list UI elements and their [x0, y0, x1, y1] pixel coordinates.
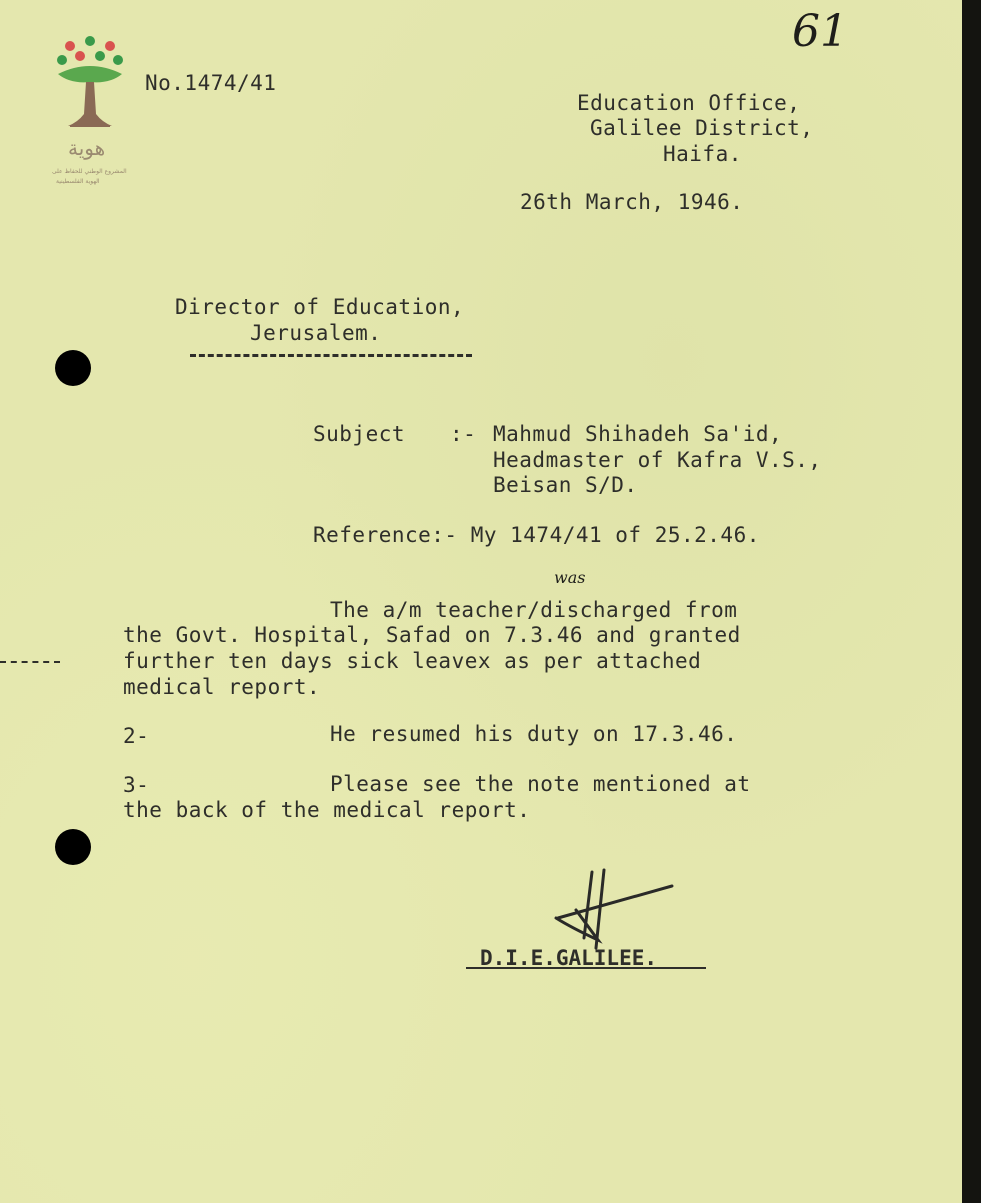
- addressee-line: Director of Education,: [175, 295, 465, 319]
- subject-line: Headmaster of Kafra V.S.,: [493, 448, 822, 472]
- sender-line: Education Office,: [577, 91, 801, 115]
- archive-logo: [50, 34, 130, 184]
- sender-line: Galilee District,: [590, 116, 814, 140]
- paragraph-line: the back of the medical report.: [123, 798, 531, 822]
- paragraph-line: The a/m teacher/discharged from: [330, 598, 738, 622]
- paragraph-line: Please see the note mentioned at: [330, 772, 751, 796]
- margin-mark: [0, 661, 60, 663]
- paragraph-number: 2-: [123, 724, 150, 748]
- paragraph-number: 3-: [123, 773, 150, 797]
- page-number: 61: [792, 6, 848, 57]
- letter-date: 26th March, 1946.: [520, 190, 744, 214]
- paragraph-line: He resumed his duty on 17.3.46.: [330, 722, 738, 746]
- logo-subtext: المشروع الوطني للحفاظ على: [52, 168, 127, 175]
- handwritten-insertion: was: [554, 568, 586, 587]
- file-number: No.1474/41: [145, 71, 277, 95]
- addressee-underline: [190, 354, 472, 357]
- subject-label: Subject: [313, 422, 406, 446]
- punch-hole: [55, 829, 91, 865]
- signature-underline: [466, 967, 706, 969]
- paragraph-line: medical report.: [123, 675, 321, 699]
- paragraph-line: further ten days sick leavex as per attached: [123, 649, 702, 673]
- paragraph-line: the Govt. Hospital, Safad on 7.3.46 and granted: [123, 623, 741, 647]
- logo-subtext: الهوية الفلسطينية: [56, 178, 100, 185]
- reference-line: Reference:- My 1474/41 of 25.2.46.: [313, 523, 760, 547]
- subject-separator: :-: [450, 422, 477, 446]
- sender-line: Haifa.: [663, 142, 742, 166]
- scan-edge: [962, 0, 981, 1203]
- signature-title: D.I.E.GALILEE.: [480, 946, 658, 970]
- punch-hole: [55, 350, 91, 386]
- subject-line: Mahmud Shihadeh Sa'id,: [493, 422, 783, 446]
- tree-logo-icon: [50, 34, 130, 144]
- logo-wordmark: هوية: [68, 136, 106, 160]
- addressee-line: Jerusalem.: [250, 321, 382, 345]
- subject-line: Beisan S/D.: [493, 473, 638, 497]
